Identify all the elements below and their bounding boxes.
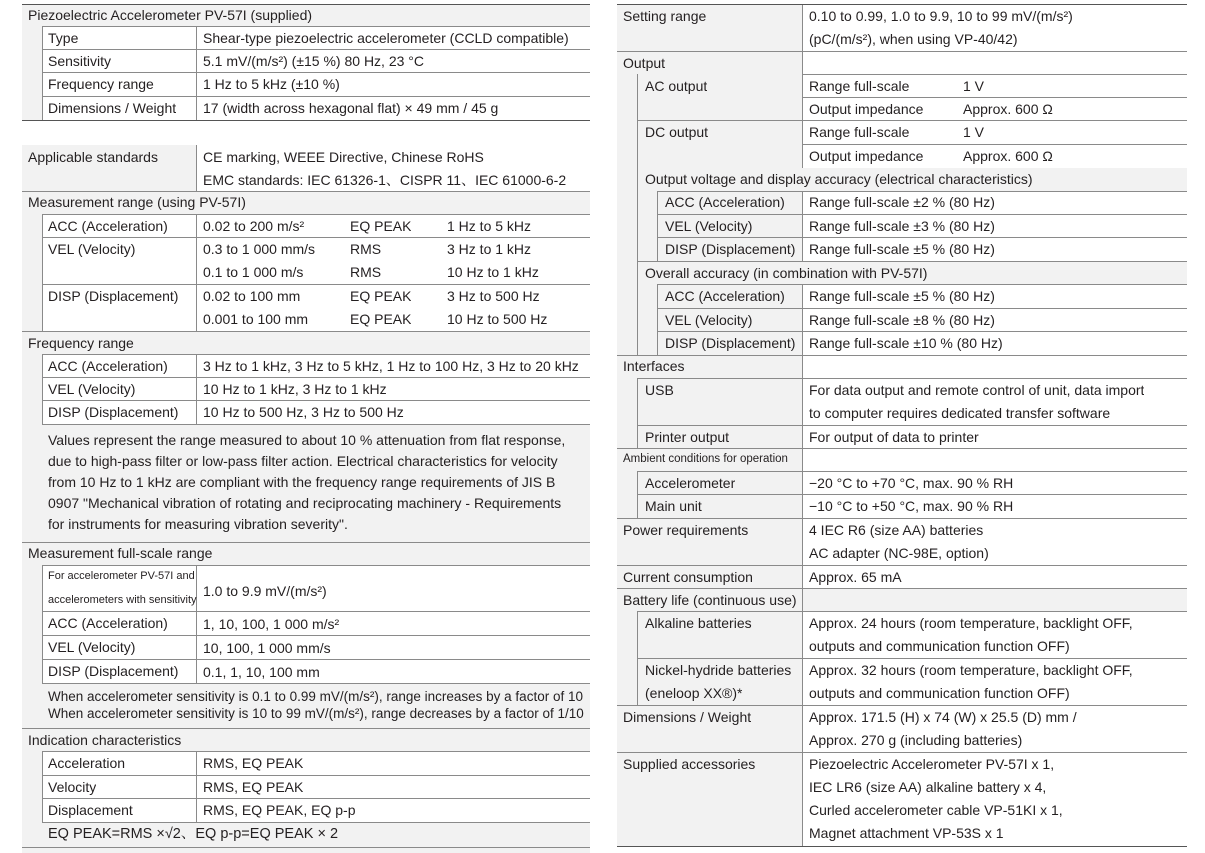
row-value: −10 °C to +50 °C, max. 90 % RH [809, 498, 1014, 514]
range-value: 0.02 to 100 mm [203, 288, 301, 304]
kv-key: Range full-scale [809, 124, 910, 140]
note-line: When accelerometer sensitivity is 10 to 99 mV/(m/s²), range decreases by a factor of 1/10 [48, 706, 584, 721]
row-value: Range full-scale ±5 % (80 Hz) [809, 241, 995, 257]
note-line: for instruments for measuring vibration severity". [48, 516, 348, 532]
current-label: Current consumption [623, 569, 753, 585]
row-value: 10 Hz to 1 kHz, 3 Hz to 1 kHz [203, 381, 387, 397]
note-line: 0907 "Mechanical vibration of rotating and reciprocating machinery - Requirements [48, 495, 562, 511]
row-label: Sensitivity [48, 53, 112, 69]
row-value: 3 Hz to 1 kHz, 3 Hz to 5 kHz, 1 Hz to 100 Hz, 3 Hz to 20 kHz [203, 358, 579, 374]
row-label: USB [645, 382, 674, 398]
row-value: 1, 10, 100, 1 000 m/s² [203, 616, 340, 632]
kv-value: 1 V [963, 124, 985, 140]
row-value: RMS, EQ PEAK [203, 779, 304, 795]
row-value: outputs and communication function OFF) [809, 685, 1070, 701]
row-label: VEL (Velocity) [665, 218, 753, 234]
dimensions-line: Approx. 270 g (including batteries) [809, 732, 1023, 748]
row-value: 17 (width across hexagonal flat) × 49 mm / 45 g [203, 100, 499, 116]
freq-value: 3 Hz to 500 Hz [447, 288, 540, 304]
row-label: DISP (Displacement) [665, 335, 796, 351]
row-value: RMS, EQ PEAK, EQ p-p [203, 802, 356, 818]
mode-value: RMS [350, 264, 382, 280]
row-label: Nickel-hydride batteries [645, 662, 792, 678]
row-label: Displacement [48, 802, 133, 818]
accessories-label: Supplied accessories [623, 756, 756, 772]
mode-value: RMS [350, 241, 382, 257]
row-value: For output of data to printer [809, 429, 979, 445]
note-line: due to high-pass filter or low-pass filter action. Electrical characteristics for velocity [48, 453, 558, 469]
section-title: Piezoelectric Accelerometer PV-57I (supplied) [28, 7, 313, 23]
row-label: Alkaline batteries [645, 615, 752, 631]
row-value: 1.0 to 9.9 mV/(m/s²) [203, 583, 327, 599]
row-label: VEL (Velocity) [665, 312, 753, 328]
section-title: Ambient conditions for operation [623, 453, 788, 465]
setting-label: Setting range [623, 8, 707, 24]
kv-value: Approx. 600 Ω [963, 101, 1053, 117]
section-title: Indication characteristics [28, 732, 182, 748]
row-value: to computer requires dedicated transfer software [809, 405, 1111, 421]
row-label: Type [48, 30, 79, 46]
row-value: 10 Hz to 500 Hz, 3 Hz to 500 Hz [203, 404, 404, 420]
note-line: from 10 Hz to 1 kHz are compliant with the frequency range requirements of JIS B [48, 474, 556, 490]
row-value: Shear-type piezoelectric accelerometer (CCLD compatible) [203, 30, 569, 46]
freq-value: 10 Hz to 500 Hz [447, 311, 548, 327]
row-label: DISP (Displacement) [48, 404, 179, 420]
standards-line: CE marking, WEEE Directive, Chinese RoHS [203, 149, 484, 165]
row-label: Acceleration [48, 755, 126, 771]
row-value: Range full-scale ±10 % (80 Hz) [809, 335, 1003, 351]
section-title: Battery life (continuous use) [623, 592, 797, 608]
row-label: Accelerometer [645, 475, 736, 491]
row-label: AC output [645, 78, 708, 94]
kv-value: Approx. 600 Ω [963, 148, 1053, 164]
row-label: ACC (Acceleration) [48, 218, 168, 234]
power-label: Power requirements [623, 522, 749, 538]
range-value: 0.3 to 1 000 mm/s [203, 241, 316, 257]
dimensions-line: Approx. 171.5 (H) x 74 (W) x 25.5 (D) mm / [809, 709, 1077, 725]
section-title: Measurement range (using PV-57I) [28, 194, 246, 210]
subsection-title: Output voltage and display accuracy (electrical characteristics) [645, 171, 1033, 187]
row-label: ACC (Acceleration) [665, 194, 785, 210]
section-title: Interfaces [623, 358, 685, 374]
mode-value: EQ PEAK [350, 311, 412, 327]
accessory-line: Curled accelerometer cable VP-51KI x 1, [809, 802, 1063, 818]
sens-label: For accelerometer PV-57I and [48, 570, 195, 582]
freq-value: 10 Hz to 1 kHz [447, 264, 539, 280]
row-label: Velocity [48, 779, 97, 795]
kv-key: Output impedance [809, 101, 924, 117]
power-line: AC adapter (NC-98E, option) [809, 545, 989, 561]
row-value: 10, 100, 1 000 mm/s [203, 640, 331, 656]
row-label: DISP (Displacement) [48, 288, 179, 304]
range-value: 0.02 to 200 m/s² [203, 218, 305, 234]
freq-value: 3 Hz to 1 kHz [447, 241, 532, 257]
mode-value: EQ PEAK [350, 218, 412, 234]
row-label: VEL (Velocity) [48, 381, 136, 397]
row-value: Approx. 24 hours (room temperature, backlight OFF, [809, 615, 1133, 631]
row-value: Range full-scale ±8 % (80 Hz) [809, 312, 995, 328]
range-value: 0.001 to 100 mm [203, 311, 309, 327]
sens-label: accelerometers with sensitivity [48, 594, 197, 606]
section-title: Frequency range [28, 335, 134, 351]
row-value: Range full-scale ±2 % (80 Hz) [809, 194, 995, 210]
row-label: Main unit [645, 498, 702, 514]
note-line: When accelerometer sensitivity is 0.1 to 0.99 mV/(m/s²), range increases by a factor of 10 [48, 689, 583, 704]
row-label: VEL (Velocity) [48, 241, 136, 257]
row-value: Approx. 32 hours (room temperature, backlight OFF, [809, 662, 1133, 678]
row-value: 1 Hz to 5 kHz (±10 %) [203, 76, 340, 92]
accessory-line: IEC LR6 (size AA) alkaline battery x 4, [809, 779, 1047, 795]
row-label: DC output [645, 124, 709, 140]
row-value: 0.1, 1, 10, 100 mm [203, 664, 320, 680]
row-value: For data output and remote control of unit, data import [809, 382, 1145, 398]
freq-value: 1 Hz to 5 kHz [447, 218, 532, 234]
kv-key: Range full-scale [809, 78, 910, 94]
row-label: ACC (Acceleration) [48, 615, 168, 631]
row-value: outputs and communication function OFF) [809, 638, 1070, 654]
row-label: ACC (Acceleration) [665, 288, 785, 304]
formula-line: EQ PEAK=RMS ×√2、EQ p-p=EQ PEAK × 2 [48, 826, 339, 842]
range-value: 0.1 to 1 000 m/s [203, 264, 304, 280]
subsection-title: Overall accuracy (in combination with PV-57I) [645, 265, 928, 281]
row-label: Dimensions / Weight [48, 100, 177, 116]
row-value: Range full-scale ±3 % (80 Hz) [809, 218, 995, 234]
row-label: Printer output [645, 429, 730, 445]
row-label: VEL (Velocity) [48, 639, 136, 655]
standards-line: EMC standards: IEC 61326-1、CISPR 11、IEC 61000-6-2 [203, 172, 567, 188]
accessory-line: Magnet attachment VP-53S x 1 [809, 825, 1004, 841]
row-value: −20 °C to +70 °C, max. 90 % RH [809, 475, 1014, 491]
section-title: Measurement full-scale range [28, 545, 213, 561]
accessory-line: Piezoelectric Accelerometer PV-57I x 1, [809, 756, 1055, 772]
note-line: Values represent the range measured to about 10 % attenuation from flat response, [48, 432, 566, 448]
row-value: RMS, EQ PEAK [203, 755, 304, 771]
dimensions-label: Dimensions / Weight [623, 709, 752, 725]
mode-value: EQ PEAK [350, 288, 412, 304]
row-label: DISP (Displacement) [48, 663, 179, 679]
kv-key: Output impedance [809, 148, 924, 164]
row-value: 5.1 mV/(m/s²) (±15 %) 80 Hz, 23 °C [203, 53, 424, 69]
current-value: Approx. 65 mA [809, 569, 902, 585]
power-line: 4 IEC R6 (size AA) batteries [809, 522, 984, 538]
standards-label: Applicable standards [28, 149, 158, 165]
setting-line: 0.10 to 0.99, 1.0 to 9.9, 10 to 99 mV/(m/s²) [809, 8, 1073, 24]
kv-value: 1 V [963, 78, 985, 94]
row-label: DISP (Displacement) [665, 241, 796, 257]
section-title: Output [623, 55, 666, 71]
row-label: Frequency range [48, 76, 154, 92]
row-value: Range full-scale ±5 % (80 Hz) [809, 288, 995, 304]
setting-line: (pC/(m/s²), when using VP-40/42) [809, 31, 1018, 47]
row-label: (eneloop XX®)* [645, 685, 743, 701]
row-label: ACC (Acceleration) [48, 358, 168, 374]
